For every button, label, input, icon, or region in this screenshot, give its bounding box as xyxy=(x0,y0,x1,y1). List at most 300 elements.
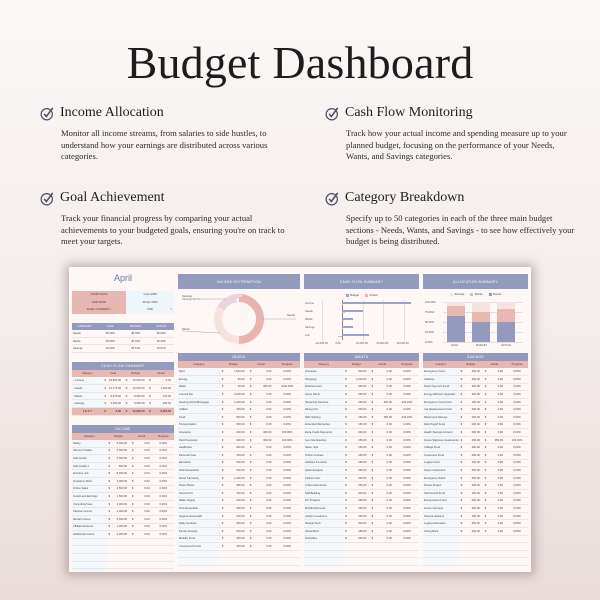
category-cell[interactable]: Partner's Salary xyxy=(72,447,107,455)
actual-cell[interactable]: 0.00 xyxy=(488,368,506,376)
category-cell[interactable]: Survival Kit xyxy=(178,490,219,498)
budget-cell[interactable]: 250.00 xyxy=(349,482,370,490)
actual-cell[interactable]: 0.00 xyxy=(375,512,395,520)
category-cell[interactable]: Legacy Fund xyxy=(423,459,459,467)
currency-symbol: $ xyxy=(219,497,225,505)
empty-cell[interactable] xyxy=(423,550,459,558)
category-cell[interactable]: Entrepreneur Fund xyxy=(423,497,459,505)
budget-cell[interactable]: 200.00 xyxy=(464,527,483,535)
column-header: ACTUAL xyxy=(149,323,175,330)
actual-cell[interactable]: 0.00 xyxy=(135,470,152,478)
actual-cell[interactable]: 0.00 xyxy=(135,478,152,486)
actual-cell[interactable]: 0.00 xyxy=(135,485,152,493)
category-cell[interactable]: Holidays xyxy=(423,376,459,384)
category-cell[interactable]: Health Savings Account xyxy=(423,429,459,437)
budget-cell[interactable]: 250.00 xyxy=(226,406,248,414)
budget-cell[interactable]: 3,000.00 xyxy=(112,478,130,486)
actual-cell[interactable]: 0.00 xyxy=(375,459,395,467)
category-cell[interactable]: Daily Comforts xyxy=(178,520,219,528)
category-cell[interactable]: Ride Sharing xyxy=(304,414,343,422)
budget-cell[interactable]: 300.00 xyxy=(349,520,370,528)
budget-cell[interactable]: 200.00 xyxy=(464,482,483,490)
actual-cell[interactable]: 0.00 xyxy=(254,421,275,429)
actual-cell[interactable]: 0.00 xyxy=(375,482,395,490)
budget-cell[interactable]: 150.00 xyxy=(226,452,248,460)
category-cell[interactable]: Festivities xyxy=(304,535,343,543)
category-cell[interactable]: Dining Out xyxy=(304,406,343,414)
budget-cell[interactable]: 150.00 xyxy=(349,421,370,429)
category-cell[interactable]: Mindful Moments xyxy=(304,505,343,513)
budget-cell[interactable]: 150.00 xyxy=(464,490,483,498)
category-cell[interactable]: Home Sanctuary xyxy=(178,474,219,482)
actual-cell[interactable]: 0.00 xyxy=(488,414,506,422)
actual-cell[interactable]: 0.00 xyxy=(375,497,395,505)
actual-cell[interactable]: 0.00 xyxy=(488,398,506,406)
category-cell[interactable]: Sleeper Tech xyxy=(304,520,343,528)
budget-cell[interactable]: 200.00 xyxy=(226,444,248,452)
category-cell[interactable]: Quick Escapes xyxy=(304,467,343,475)
budget-cell[interactable]: 500.00 xyxy=(349,368,370,376)
category-cell[interactable]: Passive Income xyxy=(72,508,107,516)
category-cell[interactable]: Healthcare xyxy=(178,444,219,452)
category-cell[interactable]: Education xyxy=(178,459,219,467)
budget-cell[interactable]: 200.00 xyxy=(349,474,370,482)
category-cell[interactable]: Rent xyxy=(178,368,219,376)
category-cell[interactable]: Salon, Spa xyxy=(304,444,343,452)
budget-cell[interactable]: 300.00 xyxy=(349,406,370,414)
column-header: Actual xyxy=(147,370,174,377)
currency-symbol: $ xyxy=(459,421,464,429)
y-tick: 75.00% xyxy=(425,310,435,314)
budget-cell[interactable]: 1,500.00 xyxy=(226,368,248,376)
actual-cell[interactable]: 0.00 xyxy=(254,459,275,467)
budget-cell[interactable]: 4,000.00 xyxy=(112,500,130,508)
actual-cell[interactable]: 0.00 xyxy=(254,398,275,406)
budget-cell[interactable]: 2,000.00 xyxy=(112,531,130,539)
actual-cell[interactable]: 0.00 xyxy=(135,523,152,531)
actual-cell[interactable]: 0.00 xyxy=(375,376,395,384)
budget-cell[interactable]: 200.00 xyxy=(464,452,483,460)
category-cell[interactable]: Passive Streams xyxy=(423,512,459,520)
actual-cell[interactable]: 0.00 xyxy=(375,467,395,475)
actual-cell[interactable]: 0.00 xyxy=(135,508,152,516)
category-cell[interactable]: Car Replacement Fund xyxy=(423,406,459,414)
progress-cell: 0.00% xyxy=(274,421,300,429)
actual-cell[interactable]: 0.00 xyxy=(135,493,152,501)
budget-cell[interactable]: 30.00 xyxy=(226,383,248,391)
currency-symbol: $ xyxy=(483,512,488,520)
category-cell[interactable]: Freelance Work xyxy=(72,478,107,486)
actual-cell[interactable]: 0.00 xyxy=(375,474,395,482)
budget-cell[interactable]: 500.00 xyxy=(112,462,130,470)
empty-cell[interactable] xyxy=(304,543,343,551)
category-cell[interactable]: Legacy Education xyxy=(423,520,459,528)
actual-cell[interactable]: 0.00 xyxy=(375,535,395,543)
budget-cell[interactable]: 350.00 xyxy=(226,482,248,490)
budget-cell[interactable]: 200.00 xyxy=(464,444,483,452)
budget-cell[interactable]: 150.00 xyxy=(349,505,370,513)
progress-cell: 233.33% xyxy=(395,414,419,422)
actual-cell[interactable]: 0.00 xyxy=(488,497,506,505)
category-cell[interactable]: Green Investment xyxy=(423,467,459,475)
budget-cell[interactable]: 200.00 xyxy=(464,406,483,414)
left-actual: -2,250.00 xyxy=(153,407,174,415)
empty-cell[interactable] xyxy=(423,558,459,566)
budget-cell[interactable]: 200.00 xyxy=(349,490,370,498)
actual-cell[interactable]: 0.00 xyxy=(254,406,275,414)
category-cell[interactable]: Side Hustle xyxy=(72,455,107,463)
budget-cell[interactable]: 200.00 xyxy=(464,421,483,429)
actual-cell[interactable]: 0.00 xyxy=(254,482,275,490)
budget-cell[interactable]: 300.00 xyxy=(349,383,370,391)
actual-cell[interactable]: 0.00 xyxy=(135,440,152,448)
budget-cell[interactable]: 500.00 xyxy=(226,414,248,422)
actual-cell[interactable]: 0.00 xyxy=(488,467,506,475)
budget-cell[interactable]: 200.00 xyxy=(226,527,248,535)
budget-cell[interactable]: 200.00 xyxy=(226,512,248,520)
actual-cell[interactable]: 0.00 xyxy=(135,455,152,463)
feature-title: Cash Flow Monitoring xyxy=(345,105,473,120)
budget-cell[interactable]: 2,000.00 xyxy=(112,508,130,516)
budget-cell[interactable]: 300.00 xyxy=(464,391,483,399)
category-cell[interactable]: Future Ventures xyxy=(423,505,459,513)
actual-cell[interactable]: 0.00 xyxy=(375,452,395,460)
currency-symbol: $ xyxy=(483,421,488,429)
actual-cell[interactable]: 0.00 xyxy=(375,490,395,498)
actual-cell[interactable]: 0.00 xyxy=(254,543,275,551)
category-cell[interactable]: Unexpected Costs xyxy=(178,543,219,551)
currency-symbol: $ xyxy=(248,398,254,406)
category-cell[interactable]: Extended Warranties xyxy=(304,421,343,429)
empty-cell[interactable] xyxy=(304,558,343,566)
actual-cell[interactable]: 0.00 xyxy=(254,368,275,376)
progress-cell: 0.00% xyxy=(506,474,528,482)
budget-cell[interactable]: 2,000.00 xyxy=(226,391,248,399)
table-row xyxy=(304,376,419,384)
actual-cell[interactable]: 0.00 xyxy=(488,520,506,528)
category-cell[interactable]: Debt Payoff Fund xyxy=(423,421,459,429)
actual-cell[interactable]: 0.00 xyxy=(254,452,275,460)
category-cell[interactable]: Council Tax xyxy=(178,391,219,399)
actual-cell[interactable]: 0.00 xyxy=(488,505,506,513)
actual-cell[interactable]: 0.00 xyxy=(254,474,275,482)
actual-cell[interactable]: 0.00 xyxy=(135,500,152,508)
actual-cell[interactable]: 350.00 xyxy=(375,414,395,422)
category-cell[interactable]: Transportation xyxy=(178,421,219,429)
cash-flow-chart xyxy=(304,289,419,349)
budget-cell[interactable]: 150.00 xyxy=(349,414,370,422)
budget-cell[interactable]: 200.00 xyxy=(464,414,483,422)
category-cell[interactable]: Home Décor xyxy=(304,391,343,399)
actual-cell[interactable]: 0.00 xyxy=(488,459,506,467)
actual-cell[interactable]: 0.00 xyxy=(375,505,395,513)
empty-cell[interactable] xyxy=(423,535,459,543)
end-date-field[interactable]: 30 Apr 2025 xyxy=(126,299,174,307)
actual-cell[interactable]: 0.00 xyxy=(135,447,152,455)
category-cell[interactable]: Family Security xyxy=(178,527,219,535)
budget-cell[interactable]: 150.00 xyxy=(349,512,370,520)
category-cell[interactable]: Fashion Flex xyxy=(304,474,343,482)
actual-cell[interactable]: 0.00 xyxy=(488,429,506,437)
category-cell[interactable]: Groceries xyxy=(304,368,343,376)
actual-cell[interactable]: 0.00 xyxy=(488,376,506,384)
category-cell[interactable]: Power Boost xyxy=(178,482,219,490)
budget-cell[interactable]: 250.00 xyxy=(464,467,483,475)
budget-cell[interactable]: 250.00 xyxy=(226,520,248,528)
budget-cell[interactable]: 150.00 xyxy=(464,398,483,406)
budget-cell[interactable]: 100.00 xyxy=(226,497,248,505)
actual-cell[interactable]: 0.00 xyxy=(488,474,506,482)
category-cell[interactable]: Extra Credit Payments xyxy=(304,429,343,437)
empty-cell[interactable] xyxy=(178,558,219,566)
category-cell[interactable]: Hobby Investment xyxy=(304,512,343,520)
category-cell[interactable]: Tech Essentials xyxy=(178,505,219,513)
currency-symbol: $ xyxy=(248,376,254,384)
actual-cell[interactable]: 0.00 xyxy=(488,421,506,429)
budget-cell[interactable]: 150.00 xyxy=(226,490,248,498)
category-cell[interactable]: Online Courses xyxy=(304,452,343,460)
budget-cell[interactable]: 2,000.00 xyxy=(112,515,130,523)
legend-budget: Budget xyxy=(346,293,359,297)
budget-cell[interactable]: 3,000.00 xyxy=(112,447,130,455)
budget-cell[interactable]: 150.00 xyxy=(349,527,370,535)
budget-cell[interactable]: 150.00 xyxy=(349,444,370,452)
category-cell[interactable]: College Fund xyxy=(423,444,459,452)
empty-cell[interactable] xyxy=(304,550,343,558)
budget-cell[interactable]: 200.00 xyxy=(349,429,370,437)
category-cell[interactable]: Urban Adventures xyxy=(304,482,343,490)
actual-cell[interactable]: 0.00 xyxy=(488,444,506,452)
actual-cell[interactable]: 0.00 xyxy=(375,527,395,535)
start-date-field[interactable]: 1 Apr 2025 xyxy=(126,291,174,299)
category-cell[interactable]: Debt Payments xyxy=(178,436,219,444)
actual-cell[interactable]: 0.00 xyxy=(375,383,395,391)
actual-cell[interactable]: 300.00 xyxy=(254,429,275,437)
budget-cell[interactable]: 200.00 xyxy=(464,429,483,437)
category-cell[interactable]: Insurance xyxy=(178,429,219,437)
bar-segment-wants xyxy=(497,309,515,322)
currency-select[interactable] xyxy=(126,306,174,314)
actual-cell[interactable]: 0.00 xyxy=(375,436,395,444)
category-cell[interactable]: Emergency Fund xyxy=(423,368,459,376)
actual-cell[interactable]: 0.00 xyxy=(254,467,275,475)
category-cell[interactable]: Investment Earnings xyxy=(72,493,107,501)
actual-cell[interactable]: 350.00 xyxy=(488,436,506,444)
category-cell[interactable]: Full-time Job xyxy=(72,470,107,478)
budget-cell[interactable]: 200.00 xyxy=(226,459,248,467)
category-cell[interactable]: Consulting Fees xyxy=(72,500,107,508)
category-cell[interactable]: Emergency Stash xyxy=(423,474,459,482)
budget-cell[interactable]: 250.00 xyxy=(464,474,483,482)
actual-cell[interactable]: 0.00 xyxy=(375,421,395,429)
budget-cell[interactable]: 150.00 xyxy=(226,543,248,551)
category-cell[interactable]: Entertainment xyxy=(304,383,343,391)
category-cell[interactable]: Giving Back xyxy=(423,527,459,535)
budget-cell[interactable]: 1,500.00 xyxy=(112,493,130,501)
budget-cell[interactable]: 150.00 xyxy=(349,497,370,505)
empty-cell[interactable] xyxy=(72,538,107,546)
category-cell[interactable]: Utilities xyxy=(178,406,219,414)
budget-cell[interactable]: 400.00 xyxy=(464,368,483,376)
actual-cell[interactable]: 0.00 xyxy=(135,531,152,539)
actual-cell[interactable]: 0.00 xyxy=(254,535,275,543)
currency-symbol: $ xyxy=(219,490,225,498)
budget-cell[interactable]: 50.00 xyxy=(226,376,248,384)
budget-cell[interactable]: 150.00 xyxy=(349,459,370,467)
budget-cell[interactable]: 1,200.00 xyxy=(226,398,248,406)
category-cell[interactable]: Food xyxy=(178,414,219,422)
category-cell[interactable]: Mobility Fund xyxy=(178,535,219,543)
budget-cell[interactable]: 2,500.00 xyxy=(112,485,130,493)
budget-cell: 5,300.00 xyxy=(129,392,147,400)
actual-cell[interactable]: 0.00 xyxy=(488,383,506,391)
actual-cell[interactable]: 0.00 xyxy=(488,482,506,490)
actual-cell[interactable]: 0.00 xyxy=(254,391,275,399)
budget-cell[interactable]: 150.00 xyxy=(349,452,370,460)
allocation-chart-header: ALLOCATION SUMMARY xyxy=(423,274,528,289)
budget-cell[interactable]: 200.00 xyxy=(349,535,370,543)
category-cell[interactable]: Rental Income xyxy=(72,515,107,523)
actual-cell[interactable]: 0.00 xyxy=(254,505,275,513)
category-cell[interactable]: Down Payment Fund xyxy=(423,383,459,391)
progress-cell: 0.00% xyxy=(395,406,419,414)
actual-cell[interactable]: 0.00 xyxy=(254,512,275,520)
actual-cell[interactable]: 0.00 xyxy=(488,512,506,520)
budget-cell[interactable]: 3,000.00 xyxy=(112,455,130,463)
category-cell[interactable]: Social Buzz xyxy=(304,527,343,535)
progress-cell: 0.00% xyxy=(153,523,174,531)
actual-cell[interactable]: 0.00 xyxy=(375,429,395,437)
budget-cell[interactable]: 150.00 xyxy=(349,436,370,444)
category-cell[interactable]: Retirement Savings xyxy=(423,414,459,422)
budget-cell[interactable]: 150.00 xyxy=(464,512,483,520)
category-cell[interactable]: Water Supply xyxy=(178,497,219,505)
currency-symbol: $ xyxy=(343,429,349,437)
category-cell[interactable]: Gym Membership xyxy=(304,436,343,444)
category-cell[interactable]: Personal Care xyxy=(178,452,219,460)
budget-cell[interactable]: 150.00 xyxy=(349,398,370,406)
actual-cell[interactable]: 300.00 xyxy=(254,383,275,391)
budget-cell[interactable]: 1,000.00 xyxy=(112,523,130,531)
category-cell[interactable]: Online Sales xyxy=(72,485,107,493)
table-row xyxy=(423,383,528,391)
category-cell[interactable]: Shopping xyxy=(304,376,343,384)
budget-cell[interactable]: 400.00 xyxy=(464,459,483,467)
actual-cell[interactable]: 0.00 xyxy=(135,515,152,523)
category-cell[interactable]: Streaming Services xyxy=(304,398,343,406)
empty-cell[interactable] xyxy=(72,553,107,561)
actual-cell[interactable]: 0.00 xyxy=(375,391,395,399)
category-cell[interactable]: Side Hustle 2 xyxy=(72,462,107,470)
category-cell[interactable]: Hygiene Essentials xyxy=(178,512,219,520)
budget-cell[interactable]: 250.00 xyxy=(464,520,483,528)
currency-symbol: $ xyxy=(370,535,376,543)
actual-cell[interactable]: 0.00 xyxy=(375,368,395,376)
category-cell[interactable]: Affiliate Revenue xyxy=(72,523,107,531)
empty-cell[interactable] xyxy=(72,569,107,572)
category-cell[interactable]: Water xyxy=(178,383,219,391)
category-cell[interactable]: Emergency Food Fund xyxy=(423,398,459,406)
actual-cell[interactable]: 0.00 xyxy=(254,497,275,505)
category-cell[interactable]: Hobbies & Leisure xyxy=(304,459,343,467)
budget-cell[interactable]: 250.00 xyxy=(349,467,370,475)
actual-cell[interactable]: 0.00 xyxy=(488,527,506,535)
actual-cell[interactable]: 0.00 xyxy=(488,452,506,460)
category-cell[interactable]: Salary xyxy=(72,440,107,448)
table-row xyxy=(304,535,419,543)
budget-cell[interactable]: 8,000.00 xyxy=(112,470,130,478)
actual-cell[interactable]: 0.00 xyxy=(488,406,506,414)
budget-cell[interactable]: 250.00 xyxy=(226,505,248,513)
empty-cell[interactable] xyxy=(72,546,107,554)
category-cell[interactable]: Energy-Efficient Upgrades xyxy=(423,391,459,399)
category-cell[interactable]: Dream Project xyxy=(423,482,459,490)
table-row xyxy=(304,497,419,505)
table-row xyxy=(423,436,528,444)
actual-cell[interactable]: 0.00 xyxy=(375,520,395,528)
budget-cell[interactable]: 200.00 xyxy=(464,497,483,505)
currency-symbol: $ xyxy=(343,482,349,490)
currency-symbol: $ xyxy=(459,383,464,391)
category-cell[interactable]: DIY Projects xyxy=(304,497,343,505)
actual-cell[interactable]: 0.00 xyxy=(375,444,395,452)
empty-cell[interactable] xyxy=(423,543,459,551)
actual-cell[interactable]: 0.00 xyxy=(254,414,275,422)
actual-cell[interactable]: 0.00 xyxy=(375,406,395,414)
actual-cell[interactable]: 0.00 xyxy=(254,490,275,498)
actual-cell[interactable]: 0.00 xyxy=(254,527,275,535)
category-cell[interactable]: Additional Income xyxy=(72,531,107,539)
budget-cell[interactable]: 400.00 xyxy=(464,376,483,384)
empty-cell[interactable] xyxy=(178,550,219,558)
budget-cell[interactable]: 1,200.00 xyxy=(226,474,248,482)
actual-cell[interactable]: 0.00 xyxy=(488,490,506,498)
budget-cell[interactable]: 150.00 xyxy=(464,436,483,444)
budget-cell[interactable]: 200.00 xyxy=(226,429,248,437)
currency-symbol: $ xyxy=(459,474,464,482)
actual-cell[interactable]: 0.00 xyxy=(254,520,275,528)
budget-cell[interactable]: 300.00 xyxy=(226,535,248,543)
actual-cell[interactable]: 0.00 xyxy=(488,391,506,399)
category-cell[interactable]: Energy xyxy=(178,376,219,384)
category-cell[interactable]: Future Wellness Investments xyxy=(423,436,459,444)
category-cell[interactable]: Skill Building xyxy=(304,490,343,498)
empty-row xyxy=(72,553,174,561)
category-cell[interactable]: Investment Fund xyxy=(423,452,459,460)
budget-cell[interactable]: 300.00 xyxy=(226,436,248,444)
budget-cell[interactable]: 1,200.00 xyxy=(349,376,370,384)
actual-cell[interactable]: 0.00 xyxy=(135,462,152,470)
dropdown-caret-icon[interactable]: ▾ xyxy=(170,307,172,312)
currency-symbol: $ xyxy=(219,505,225,513)
category-cell[interactable]: Self-Growth Fund xyxy=(423,490,459,498)
actual-cell[interactable]: 0.00 xyxy=(254,444,275,452)
budget-cell[interactable]: 300.00 xyxy=(226,421,248,429)
empty-row xyxy=(72,561,174,569)
category-cell[interactable]: Other Essentials xyxy=(178,467,219,475)
budget-cell[interactable]: 300.00 xyxy=(464,505,483,513)
empty-cell[interactable] xyxy=(72,561,107,569)
budget-cell[interactable]: 250.00 xyxy=(349,391,370,399)
category-cell[interactable]: Housing (Rent/Mortgage) xyxy=(178,398,219,406)
progress-cell: 0.00% xyxy=(395,474,419,482)
actual-cell[interactable]: 300.00 xyxy=(254,436,275,444)
actual-cell[interactable]: 0.00 xyxy=(254,376,275,384)
actual-cell[interactable]: 350.00 xyxy=(375,398,395,406)
budget-cell[interactable]: 200.00 xyxy=(226,467,248,475)
budget-cell[interactable]: 5,000.00 xyxy=(112,440,130,448)
budget-cell[interactable]: 300.00 xyxy=(464,383,483,391)
